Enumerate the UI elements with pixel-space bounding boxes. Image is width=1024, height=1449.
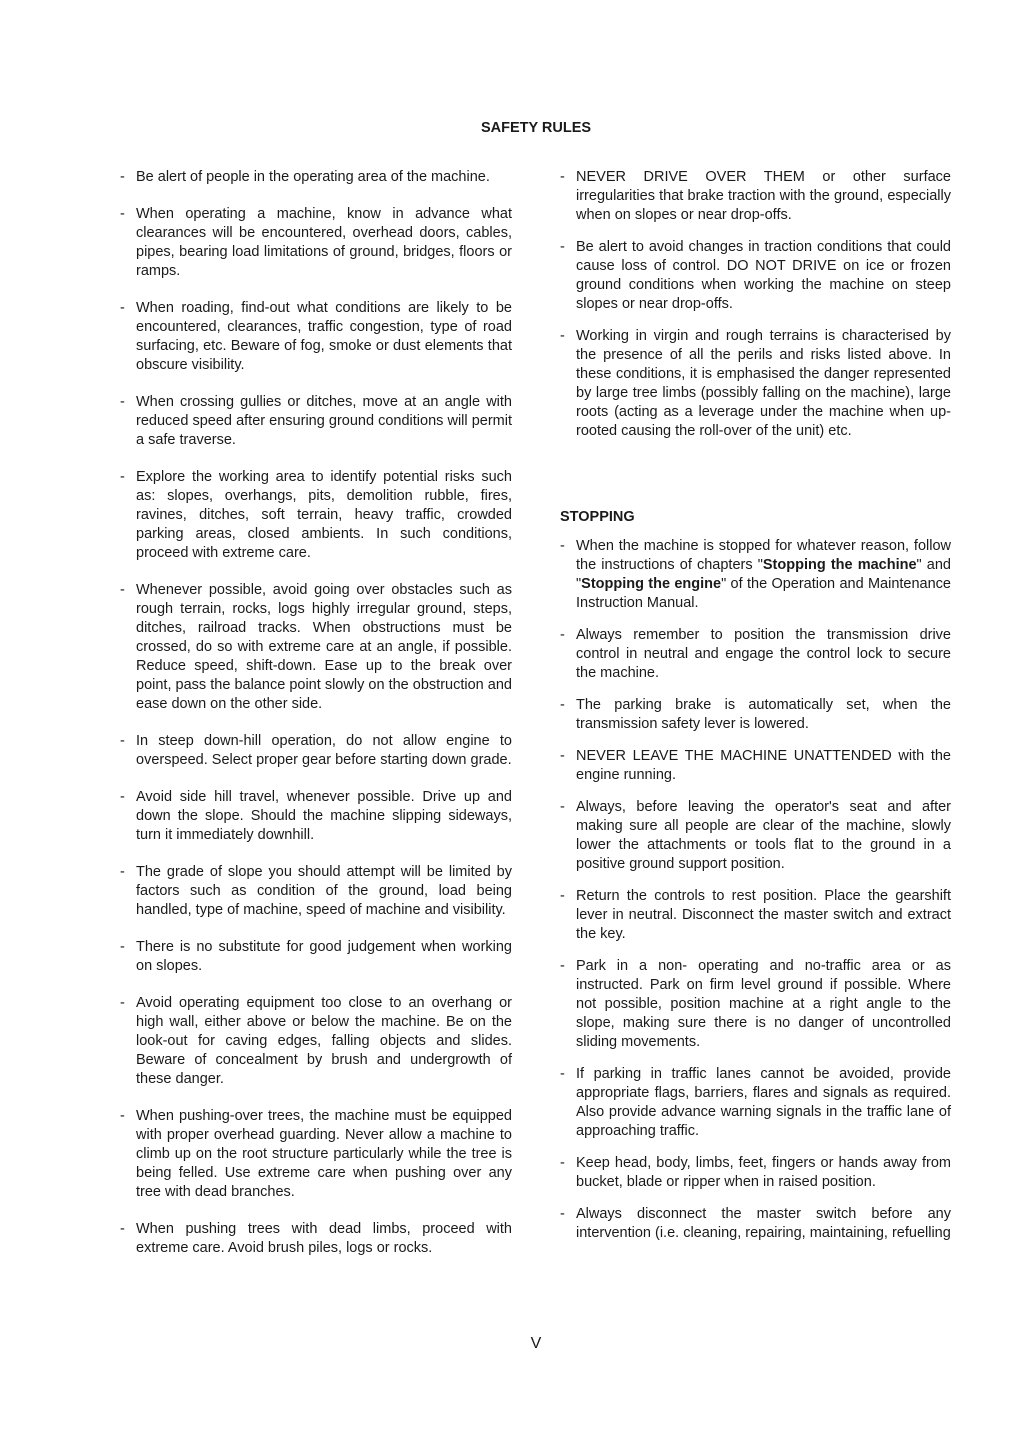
list-item: - NEVER LEAVE THE MACHINE UNATTENDED with the engine running. (560, 748, 951, 783)
list-item: - Avoid side hill travel, whenever possible. Drive up and down the slope. Should the machine slipping sideways, turn it immediately downhill. (120, 789, 512, 843)
list-item: - There is no substitute for good judgement when working on slopes. (120, 939, 512, 974)
list-item: - Avoid operating equipment too close to an overhang or high wall, either above or below the machine. Be on the look-out for caving edges, falling objects and slides. Beware of concealment by brush and undergrowth of these danger. (120, 995, 512, 1087)
list-item: - When the machine is stopped for whatever reason, follow the instructions of chapters "Stopping the machine" and "Stopping the engine" of the Operation and Maintenance Instruction Manual. (560, 538, 952, 611)
list-item: - NEVER DRIVE OVER THEM or other surface irregularities that brake traction with the ground, especially when on slopes or near drop-offs. (560, 169, 951, 223)
list-item: - Always disconnect the master switch before any intervention (i.e. cleaning, repairing, maintaining, refuelling (560, 1206, 951, 1241)
list-item: - Park in a non- operating and no-traffic area or as instructed. Park on firm level ground if possible. Where not possible, position machine at a right angle to the slope, making sure there is no danger of uncontrolled sliding movements. (560, 958, 951, 1050)
section-title-stopping: STOPPING (560, 509, 635, 525)
list-item: - The parking brake is automatically set, when the transmission safety lever is lowered. (560, 697, 951, 732)
list-item: - If parking in traffic lanes cannot be avoided, provide appropriate flags, barriers, flares and signals as required. Also provide advance warning signals in the traffic lane of approaching traffic. (560, 1066, 951, 1139)
list-item: - In steep down-hill operation, do not allow engine to overspeed. Select proper gear before starting down grade. (120, 733, 512, 768)
page-title: SAFETY RULES (480, 120, 592, 136)
right-column (558, 168, 951, 1256)
list-item: - Keep head, body, limbs, feet, fingers or hands away from bucket, blade or ripper when in raised position. (560, 1155, 951, 1190)
list-item: - When pushing-over trees, the machine must be equipped with proper overhead guarding. Never allow a machine to climb up on the root structure particularly while the tree is being felled. Use extreme care when pushing over any tree with dead branches. (120, 1108, 512, 1200)
list-item: - Return the controls to rest position. Place the gearshift lever in neutral. Disconnect the master switch and extract the key. (560, 888, 951, 942)
list-item: - Always remember to position the transmission drive control in neutral and engage the control lock to secure the machine. (560, 627, 951, 681)
list-item: - Working in virgin and rough terrains is characterised by the presence of all the perils and risks listed above. In these conditions, it is emphasised the danger represented by large tree limbs (possibly falling on the machine), large roots (acting as a leverage under the machine when up-rooted causing the roll-over of the unit) etc. (560, 328, 951, 439)
list-item: - Whenever possible, avoid going over obstacles such as rough terrain, rocks, logs highly irregular ground, steps, ditches, railroad tracks. When obstructions must be crossed, do so with extreme care at an angle, if possible. Reduce speed, shift-down. Ease up to the break over point, pass the balance point slowly on the obstruction and ease down on the other side. (120, 582, 512, 712)
list-item: - Be alert of people in the operating area of the machine. (120, 169, 490, 185)
left-column (118, 168, 512, 1276)
list-item: - When operating a machine, know in advance what clearances will be encountered, overhead doors, cables, pipes, bearing load limitations of ground, bridges, floors or ramps. (120, 206, 512, 279)
list-item: - Always, before leaving the operator's seat and after making sure all people are clear of the machine, slowly lower the attachments or tools flat to the ground in a positive ground support position. (560, 799, 951, 872)
page-number: V (530, 1335, 542, 1352)
list-item: - When roading, find-out what conditions are likely to be encountered, clearances, traffic congestion, type of road surfacing, etc. Beware of fog, smoke or dust elements that obscure visibility. (120, 300, 512, 373)
list-item: - Explore the working area to identify potential risks such as: slopes, overhangs, pits, demolition rubble, fires, ravines, ditches, soft terrain, heavy traffic, crowded parking areas, closed ambients. In such conditions, proceed with extreme care. (120, 469, 512, 561)
list-item: - When pushing trees with dead limbs, proceed with extreme care. Avoid brush piles, logs or rocks. (120, 1221, 512, 1256)
list-item: - When crossing gullies or ditches, move at an angle with reduced speed after ensuring ground conditions will permit a safe traverse. (120, 394, 512, 448)
list-item: - The grade of slope you should attempt will be limited by factors such as condition of the ground, load being handled, type of machine, speed of machine and visibility. (120, 864, 512, 918)
list-item: - Be alert to avoid changes in traction conditions that could cause loss of control. DO NOT DRIVE on ice or frozen ground conditions when working the machine on steep slopes or near drop-offs. (560, 239, 951, 312)
